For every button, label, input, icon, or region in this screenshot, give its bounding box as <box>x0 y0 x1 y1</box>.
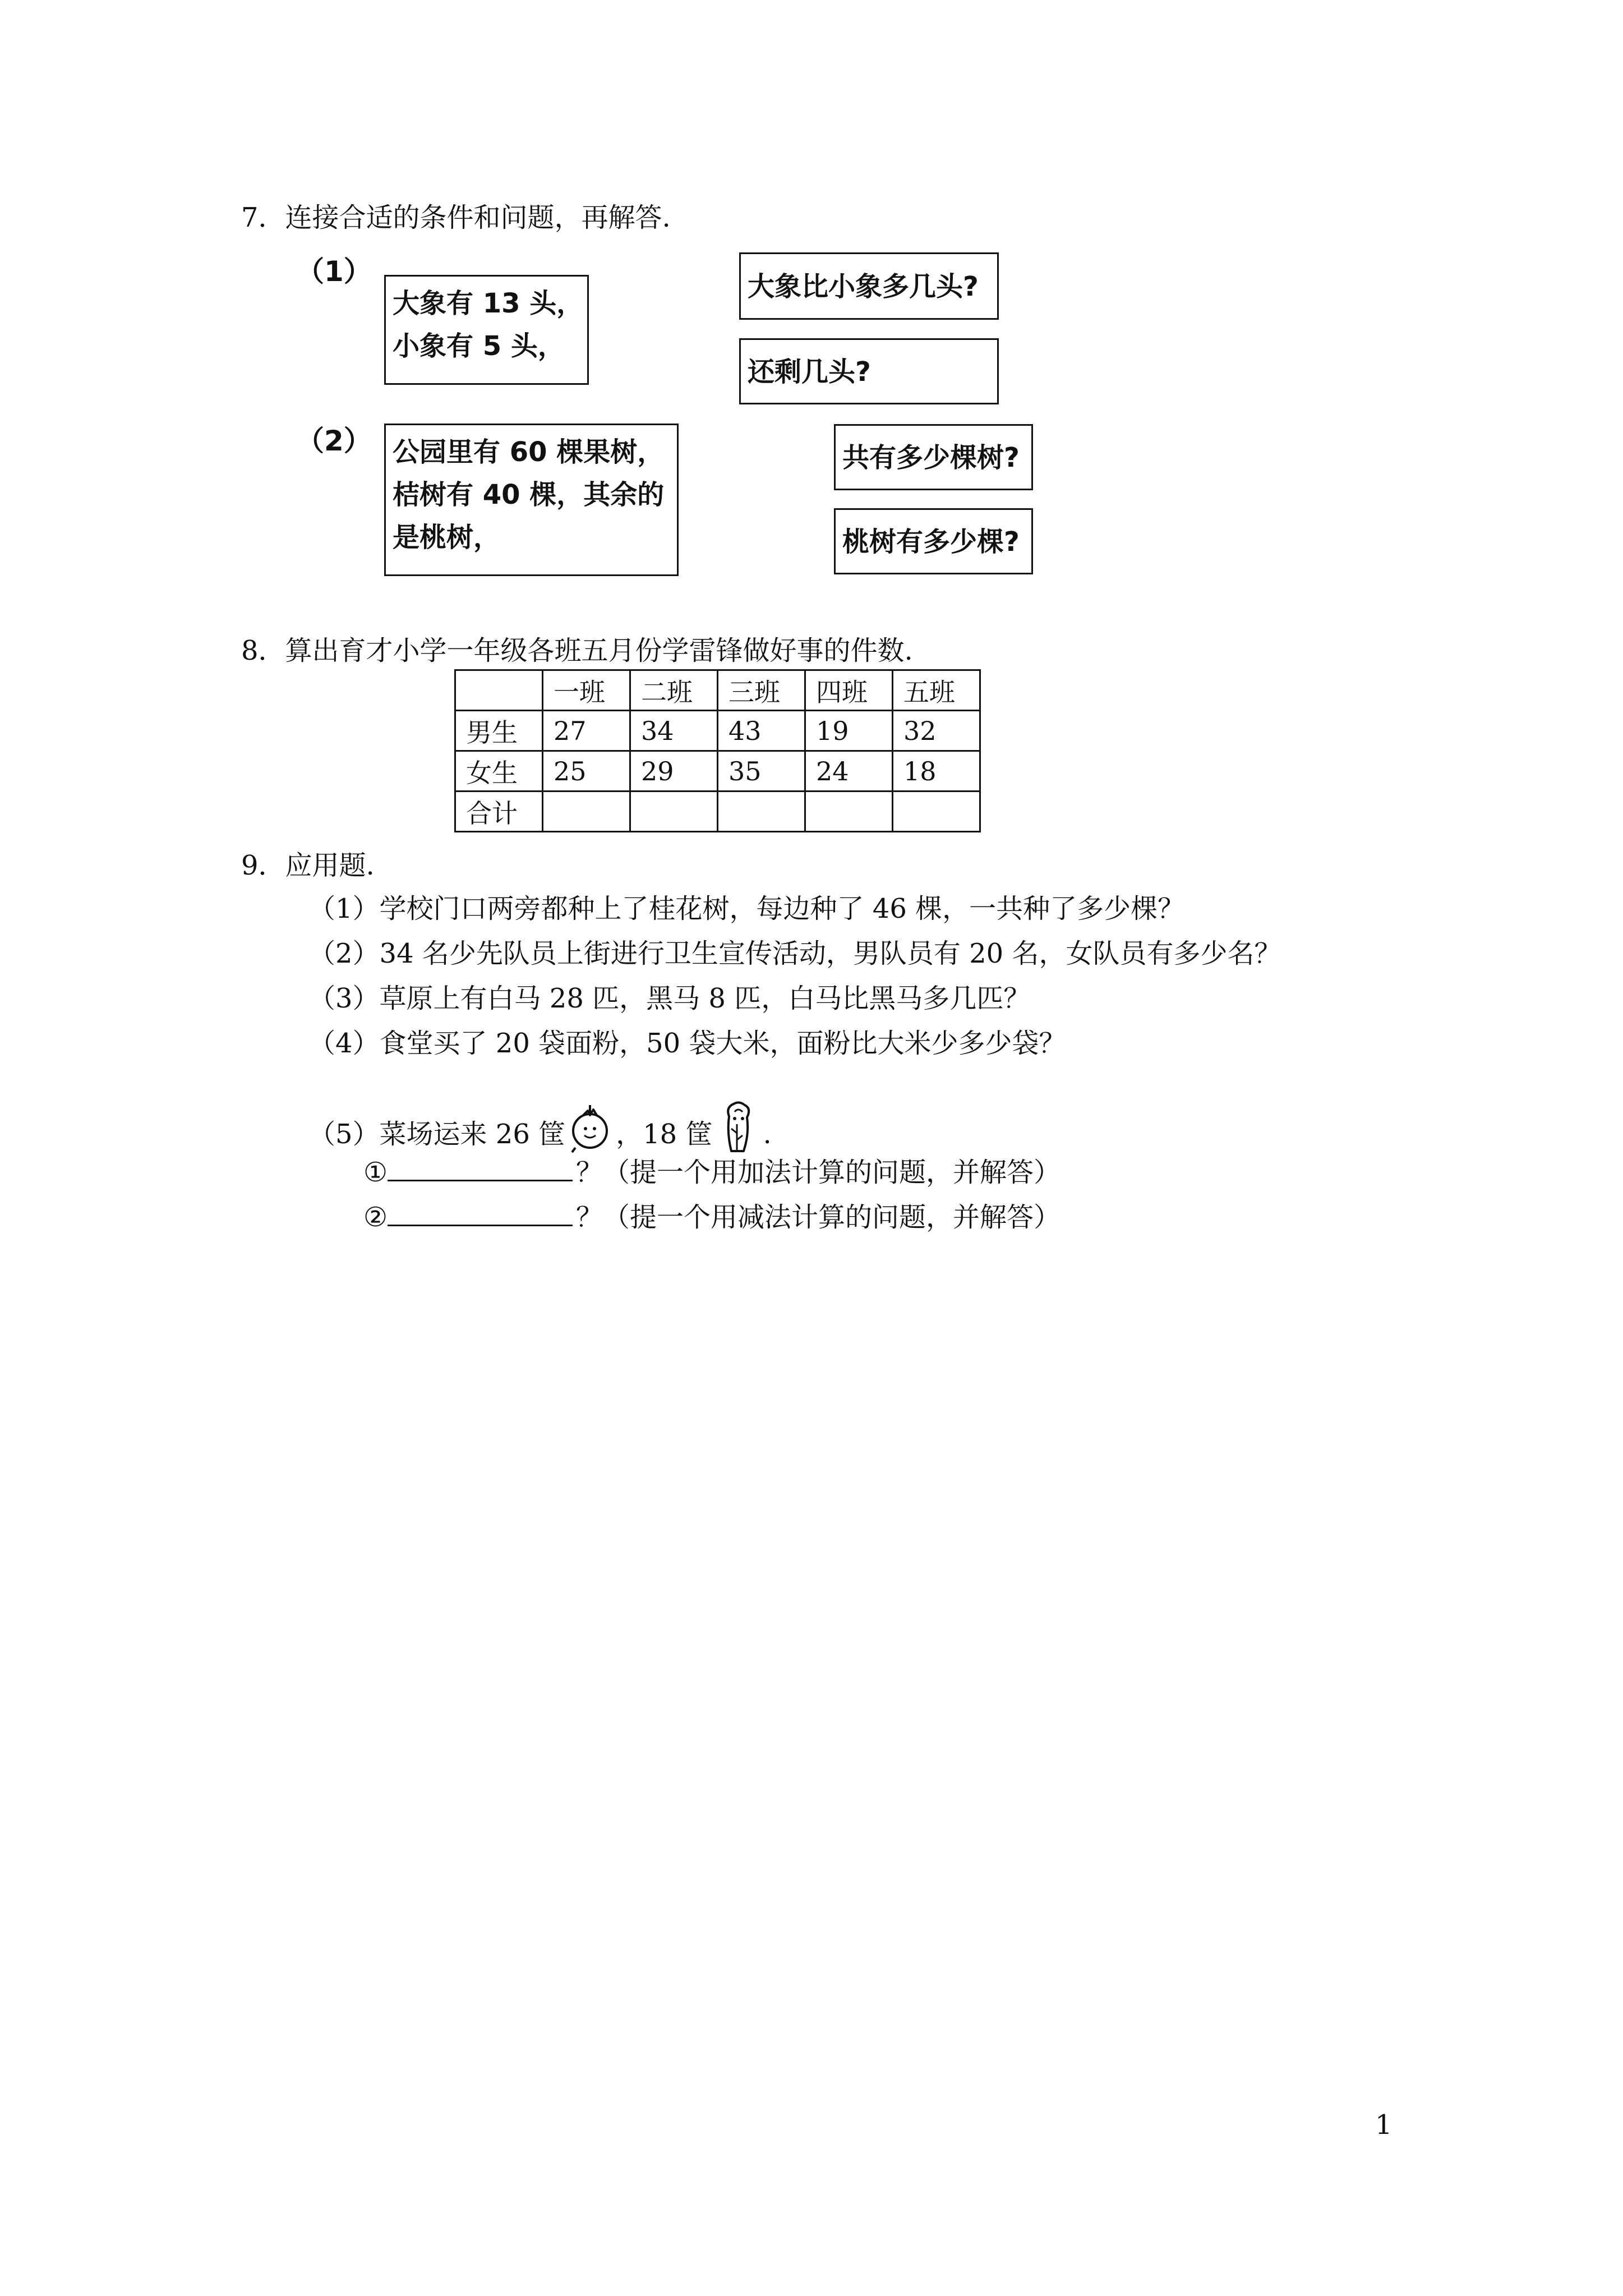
q9-item-2: （2）34 名少先队员上街进行卫生宣传活动，男队员有 20 名，女队员有多少名？ <box>308 938 1281 969</box>
condition-line: 大象有 13 头， <box>393 288 584 319</box>
condition-line: 公园里有 60 棵果树， <box>393 436 665 468</box>
answer-blank[interactable] <box>388 1202 573 1226</box>
q9-item-5 <box>308 1099 772 1153</box>
condition-line: 桔树有 40 棵，其余的 <box>393 479 665 510</box>
q9-sub-2 <box>363 1200 1061 1234</box>
q7-part1-question-box-1[interactable] <box>739 252 999 320</box>
item5-middle: ，18 筐 <box>616 1119 713 1150</box>
table-cell: 35 <box>718 751 805 792</box>
question-text: 桃树有多少棵? <box>842 526 1020 558</box>
table-cell: 19 <box>805 711 893 751</box>
sub-marker: ② <box>363 1202 388 1233</box>
table-header-cell: 一班 <box>543 670 630 711</box>
condition-line: 小象有 5 头， <box>393 330 565 362</box>
table-header-cell: 二班 <box>630 670 718 711</box>
q7-part2-question-box-2[interactable] <box>834 508 1033 574</box>
answer-cell[interactable] <box>630 792 718 832</box>
sub-marker: ① <box>363 1157 388 1188</box>
q9-sub-1 <box>363 1156 1061 1189</box>
answer-cell[interactable] <box>805 792 893 832</box>
q9-item-4: （4）食堂买了 20 袋面粉，50 袋大米，面粉比大米少多少袋？ <box>308 1028 1066 1059</box>
item5-suffix: . <box>763 1119 772 1150</box>
table-row <box>455 711 980 751</box>
table-header-cell: 五班 <box>893 670 980 711</box>
condition-line: 是桃树， <box>393 522 501 553</box>
table-cell: 34 <box>630 711 718 751</box>
table-cell: 29 <box>630 751 718 792</box>
page-number: 1 <box>1375 2109 1393 2141</box>
good-deeds-table <box>454 669 981 832</box>
table-row <box>455 751 980 792</box>
tomato-icon <box>568 1099 614 1153</box>
row-label: 女生 <box>455 751 543 792</box>
answer-blank[interactable] <box>388 1157 573 1181</box>
sub-instruction: ？（提一个用加法计算的问题，并解答） <box>576 1157 1061 1188</box>
answer-cell[interactable] <box>543 792 630 832</box>
cabbage-icon <box>714 1099 760 1153</box>
row-label: 合计 <box>455 792 543 832</box>
table-cell: 25 <box>543 751 630 792</box>
table-cell: 32 <box>893 711 980 751</box>
question-text: 还剩几头? <box>748 356 871 388</box>
q7-part2-question-box-1[interactable] <box>834 424 1033 490</box>
table-row <box>455 792 980 832</box>
table-cell: 43 <box>718 711 805 751</box>
q7-part2-condition-box <box>384 424 679 576</box>
q7-part1-condition-box <box>384 275 589 385</box>
q7-part1-question-box-2[interactable] <box>739 338 999 404</box>
answer-cell[interactable] <box>718 792 805 832</box>
table-cell: 18 <box>893 751 980 792</box>
q7-part1-label: （1） <box>296 255 372 288</box>
q9-item-1: （1）学校门口两旁都种上了桂花树，每边种了 46 棵，一共种了多少棵？ <box>308 893 1185 924</box>
question-text: 共有多少棵树? <box>842 442 1020 473</box>
answer-cell[interactable] <box>893 792 980 832</box>
table-header-cell: 三班 <box>718 670 805 711</box>
q9-title: 9．应用题. <box>241 850 375 881</box>
table-header-row <box>455 670 980 711</box>
q9-item-3: （3）草原上有白马 28 匹，黑马 8 匹，白马比黑马多几匹？ <box>308 983 1031 1014</box>
table-cell <box>455 670 543 711</box>
table-cell: 27 <box>543 711 630 751</box>
q7-part2-label: （2） <box>296 425 372 457</box>
row-label: 男生 <box>455 711 543 751</box>
item5-prefix: （5）菜场运来 26 筐 <box>308 1119 566 1150</box>
table-cell: 24 <box>805 751 893 792</box>
q7-title: 7．连接合适的条件和问题，再解答. <box>241 202 671 233</box>
question-text: 大象比小象多几头? <box>748 271 979 302</box>
sub-instruction: ？（提一个用减法计算的问题，并解答） <box>576 1202 1061 1233</box>
table-header-cell: 四班 <box>805 670 893 711</box>
q8-title: 8．算出育才小学一年级各班五月份学雷锋做好事的件数. <box>241 635 913 666</box>
